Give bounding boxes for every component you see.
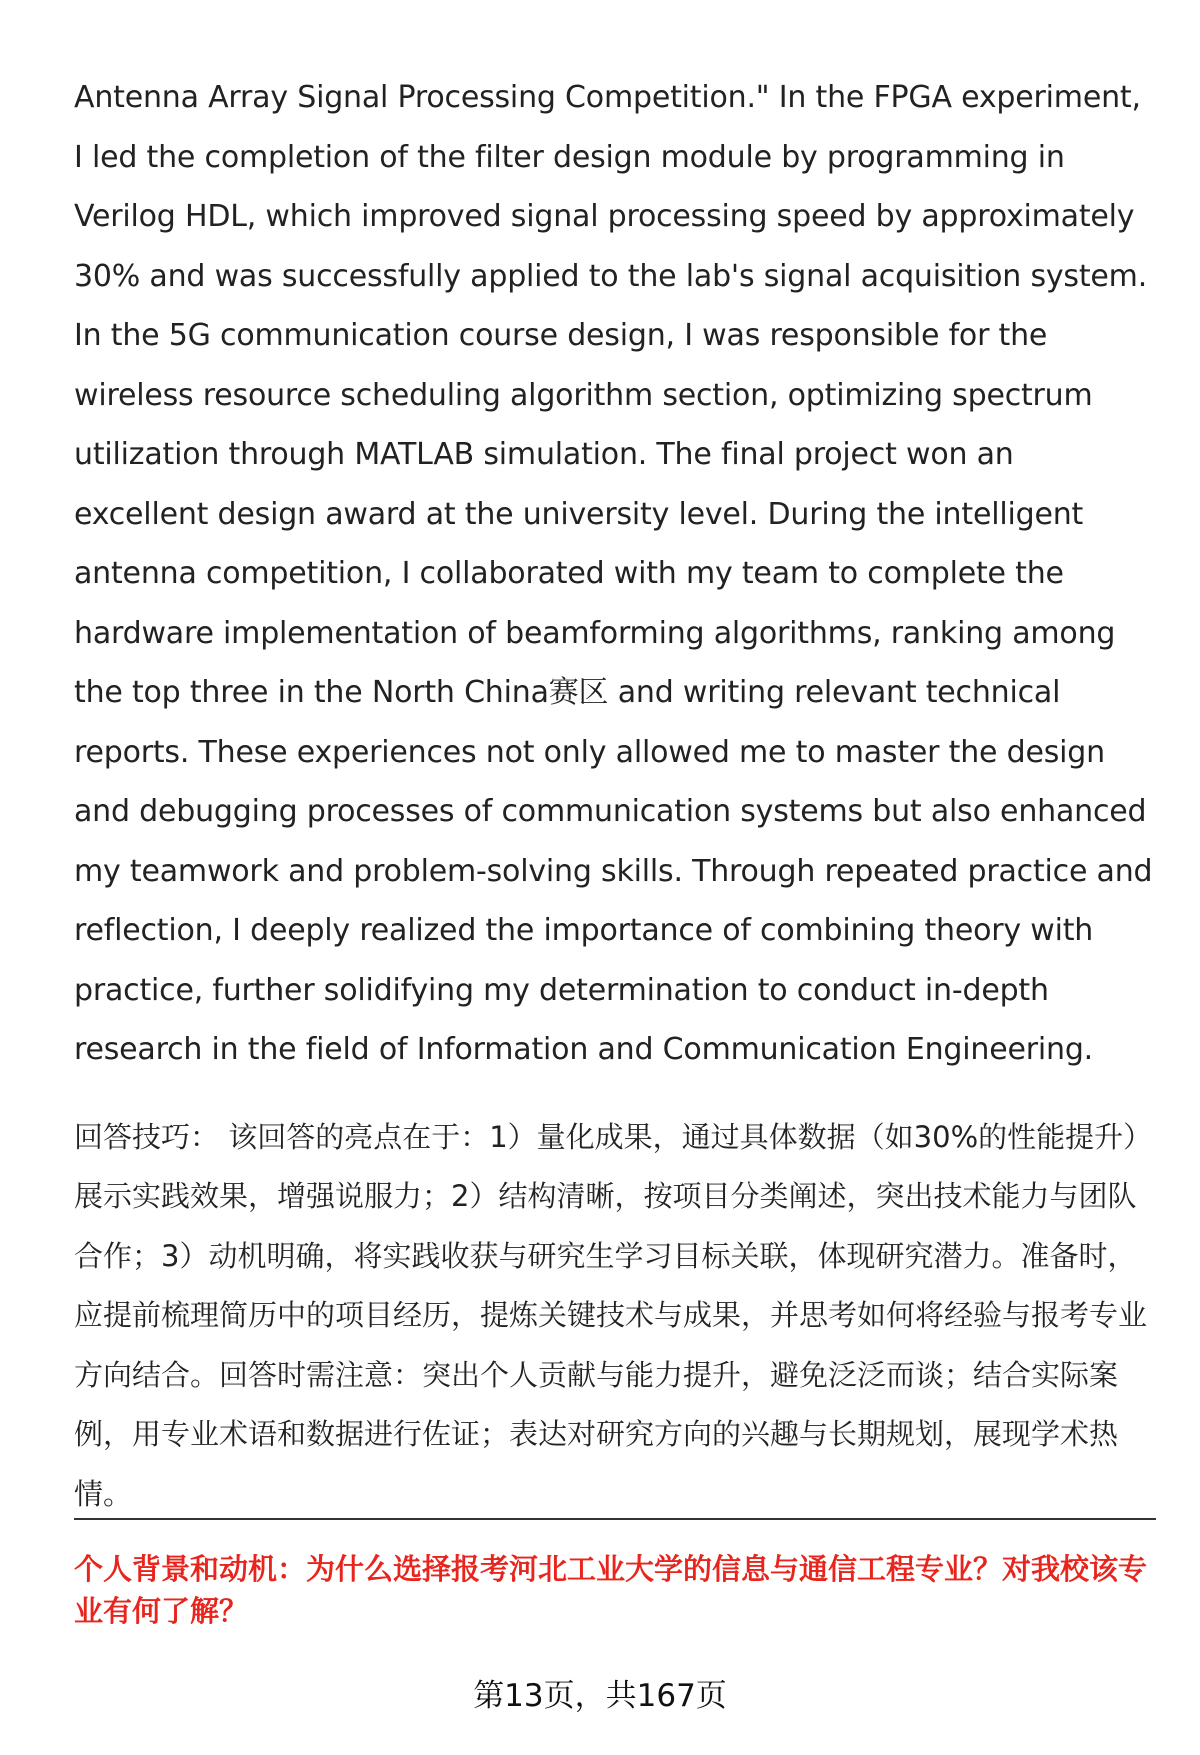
section-divider: [74, 1518, 1156, 1520]
document-page: [74, 68, 1156, 1524]
page-number: 第13页，共167页: [473, 1678, 727, 1714]
next-question-heading: 个人背景和动机：为什么选择报考河北工业大学的信息与通信工程专业？对我校该专业有何了解？: [74, 1552, 1148, 1628]
answer-tips-paragraph: 回答技巧： 该回答的亮点在于：1）量化成果，通过具体数据（如30%的性能提升）展示实践效果，增强说服力；2）结构清晰，按项目分类阐述，突出技术能力与团队合作；3）动机明确，将实践收获与研究生学习目标关联，体现研究潜力。准备时，应提前梳理简历中的项目经历，提炼关键技术与成果，并思考如何将经验与报考专业方向结合。回答时需注意：突出个人贡献与能力提升，避免泛泛而谈；结合实际案例，用专业术语和数据进行佐证；表达对研究方向的兴趣与长期规划，展现学术热情。: [74, 1119, 1153, 1511]
answer-paragraph: Antenna Array Signal Processing Competition." In the FPGA experiment, I led the completion of the filter design module by programming in Verilog HDL, which improved signal processing speed by approximately 30% and was successfully applied to the lab's signal acquisition system. In the 5G communication course design, I was responsible for the wireless resource scheduling algorithm section, optimizing spectrum utilization through MATLAB simulation. The final project won an excellent design award at the university level. During the intelligent antenna competition, I collaborated with my team to complete the hardware implementation of beamforming algorithms, ranking among the top three in the North China赛区 and writing relevant technical reports. These experiences not only allowed me to master the design and debugging processes of communication systems but also enhanced my teamwork and problem-solving skills. Through repeated practice and reflection, I deeply realized the importance of combining theory with practice, further solidifying my determination to conduct in-depth research in the field of Information and Communication Engineering.: [74, 80, 1153, 1067]
